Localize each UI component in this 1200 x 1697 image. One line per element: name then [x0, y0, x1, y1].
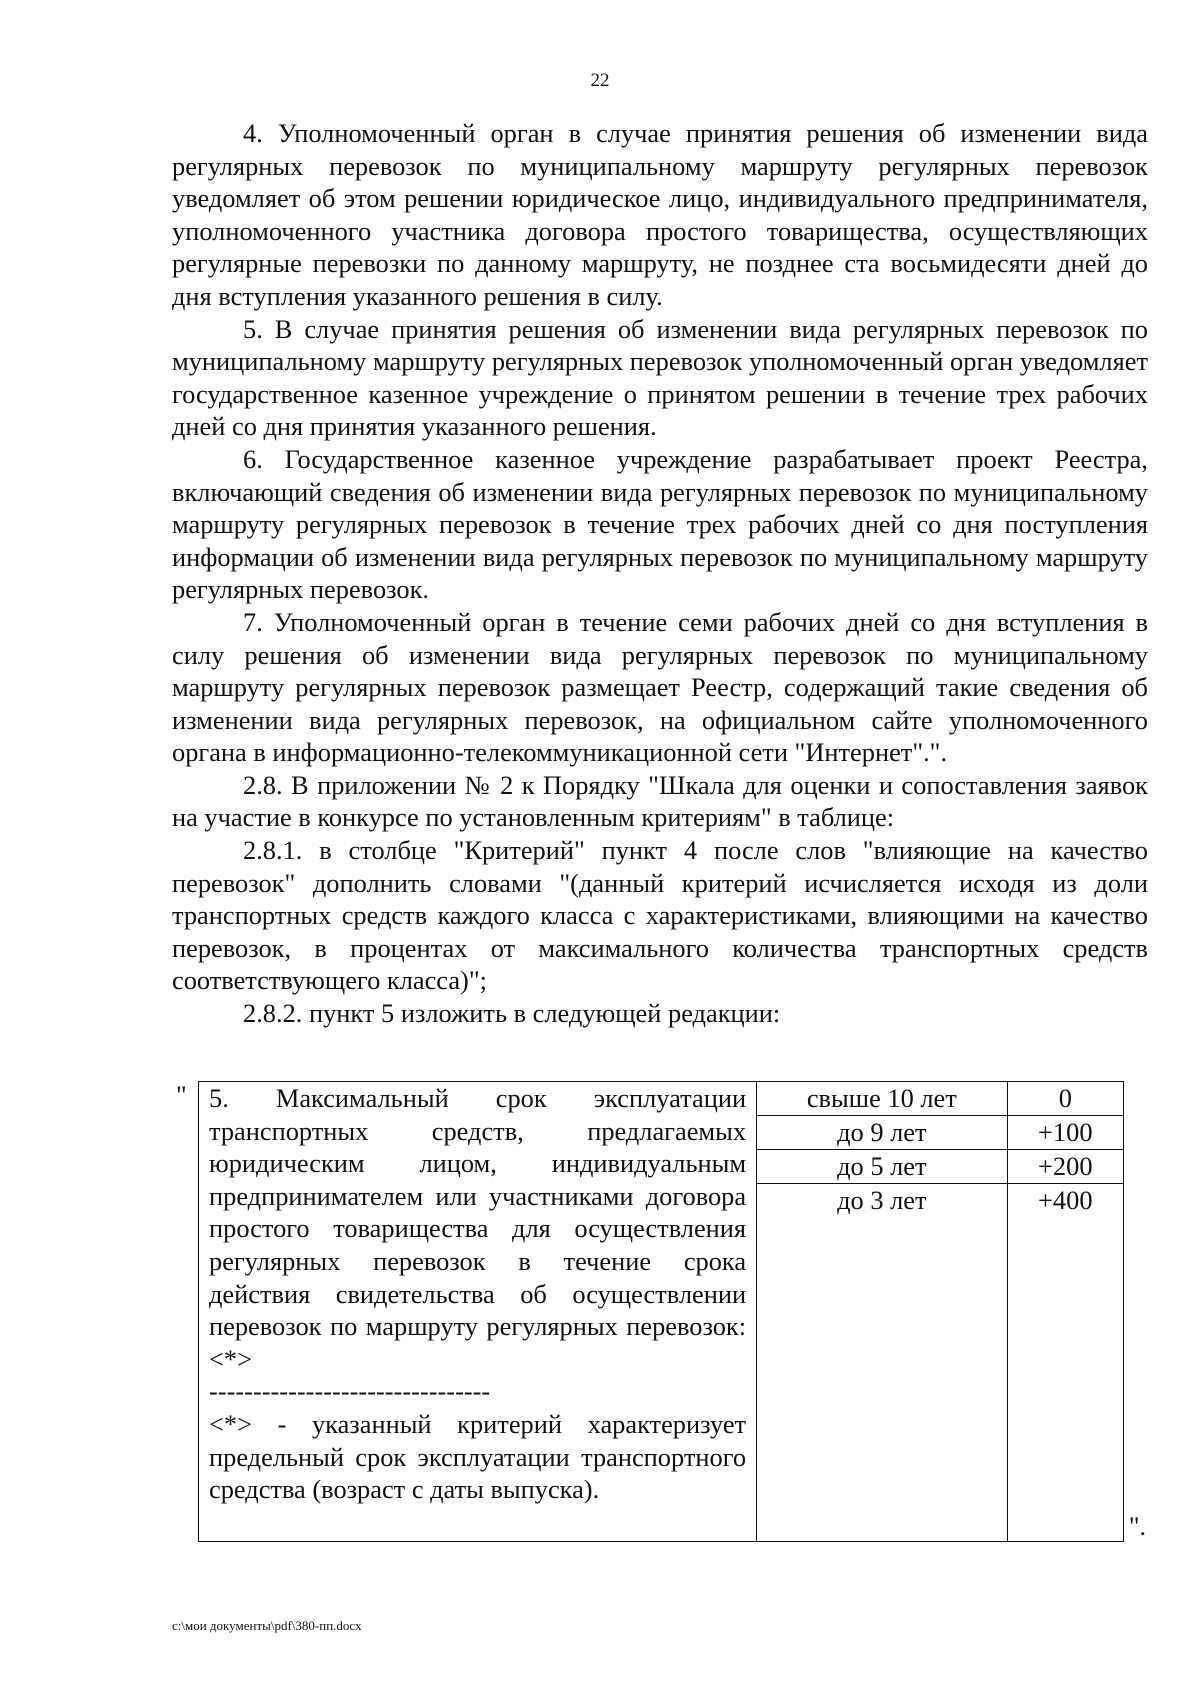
open-quote: "	[176, 1081, 187, 1110]
paragraph-2-8: 2.8. В приложении № 2 к Порядку "Шкала для оценки и сопоставления заявок на участие в конкурсе по установленным критериям" в таблице:	[172, 769, 1148, 833]
document-body	[172, 117, 1148, 1030]
age-row: до 9 лет	[757, 1116, 1007, 1150]
paragraph-4: 4. Уполномоченный орган в случае принятия решения об изменении вида регулярных перевозок по муниципальному маршруту регулярных перевозок уведомляет об этом решении юридическое лицо, индивидуального предпринимателя, уполномоченного участника договора простого товарищества, осуществляющих регулярные перевозки по данному маршруту, не позднее ста восьмидесяти дней до дня вступления указанного решения в силу.	[172, 118, 1148, 311]
paragraph-5: 5. В случае принятия решения об изменении вида регулярных перевозок по муниципальному маршруту регулярных перевозок уполномоченный орган уведомляет государственное казенное учреждение о принятом решении в течение трех рабочих дней со дня принятия указанного решения.	[172, 313, 1148, 442]
criterion-cell	[199, 1082, 757, 1542]
footnote-text: <*> - указанный критерий характеризует предельный срок эксплуатации транспортного средства (возраст с даты выпуска).	[209, 1408, 747, 1505]
paragraph-2-8-2: 2.8.2. пункт 5 изложить в следующей редакции:	[243, 998, 781, 1029]
score-row: 0	[1008, 1082, 1123, 1116]
score-row: +100	[1008, 1116, 1123, 1150]
score-column	[1007, 1082, 1123, 1542]
age-row: до 3 лет	[837, 1185, 927, 1215]
score-row: +400	[1038, 1185, 1093, 1215]
age-column	[757, 1082, 1008, 1542]
criterion-text: 5. Максимальный срок эксплуатации транспортных средств, предлагаемых юридическим лицом, индивидуальным предпринимателем или участниками договора простого товарищества для осуществления регулярных перевозок в течение срока действия свидетельства об осуществлении перевозок по маршруту регулярных перевозок: <*>	[209, 1083, 747, 1374]
paragraph-7: 7. Уполномоченный орган в течение семи рабочих дней со дня вступления в силу решения об изменении вида регулярных перевозок по муниципальному маршруту регулярных перевозок размещает Реестр, содержащий такие сведения об изменении вида регулярных перевозок, на официальном сайте уполномоченного органа в информационно-телекоммуникационной сети "Интернет".".	[172, 606, 1148, 768]
footnote-separator: --------------------------------	[209, 1376, 491, 1407]
close-quote: ".	[1128, 1512, 1146, 1541]
criteria-table-block	[172, 1081, 1148, 1542]
age-row: до 5 лет	[757, 1150, 1007, 1184]
paragraph-2-8-1: 2.8.1. в столбце "Критерий" пункт 4 после слов "влияющие на качество перевозок" дополнить словами "(данный критерий исчисляется исходя из доли транспортных средств каждого класса с характеристиками, влияющими на качество перевозок, в процентах от максимального количества транспортных средств соответствующего класса)";	[172, 835, 1148, 996]
page-number: 22	[590, 70, 610, 91]
age-row: свыше 10 лет	[757, 1082, 1007, 1116]
footer-file-path: c:\мои документы\pdf\380-пп.docx	[172, 1618, 362, 1633]
paragraph-6: 6. Государственное казенное учреждение разрабатывает проект Реестра, включающий сведения об изменении вида регулярных перевозок по муниципальному маршруту регулярных перевозок в течение трех рабочих дней со дня поступления информации об изменении вида регулярных перевозок по муниципальному маршруту регулярных перевозок.	[172, 443, 1148, 605]
score-row: +200	[1008, 1150, 1123, 1184]
criteria-table	[198, 1081, 1124, 1542]
